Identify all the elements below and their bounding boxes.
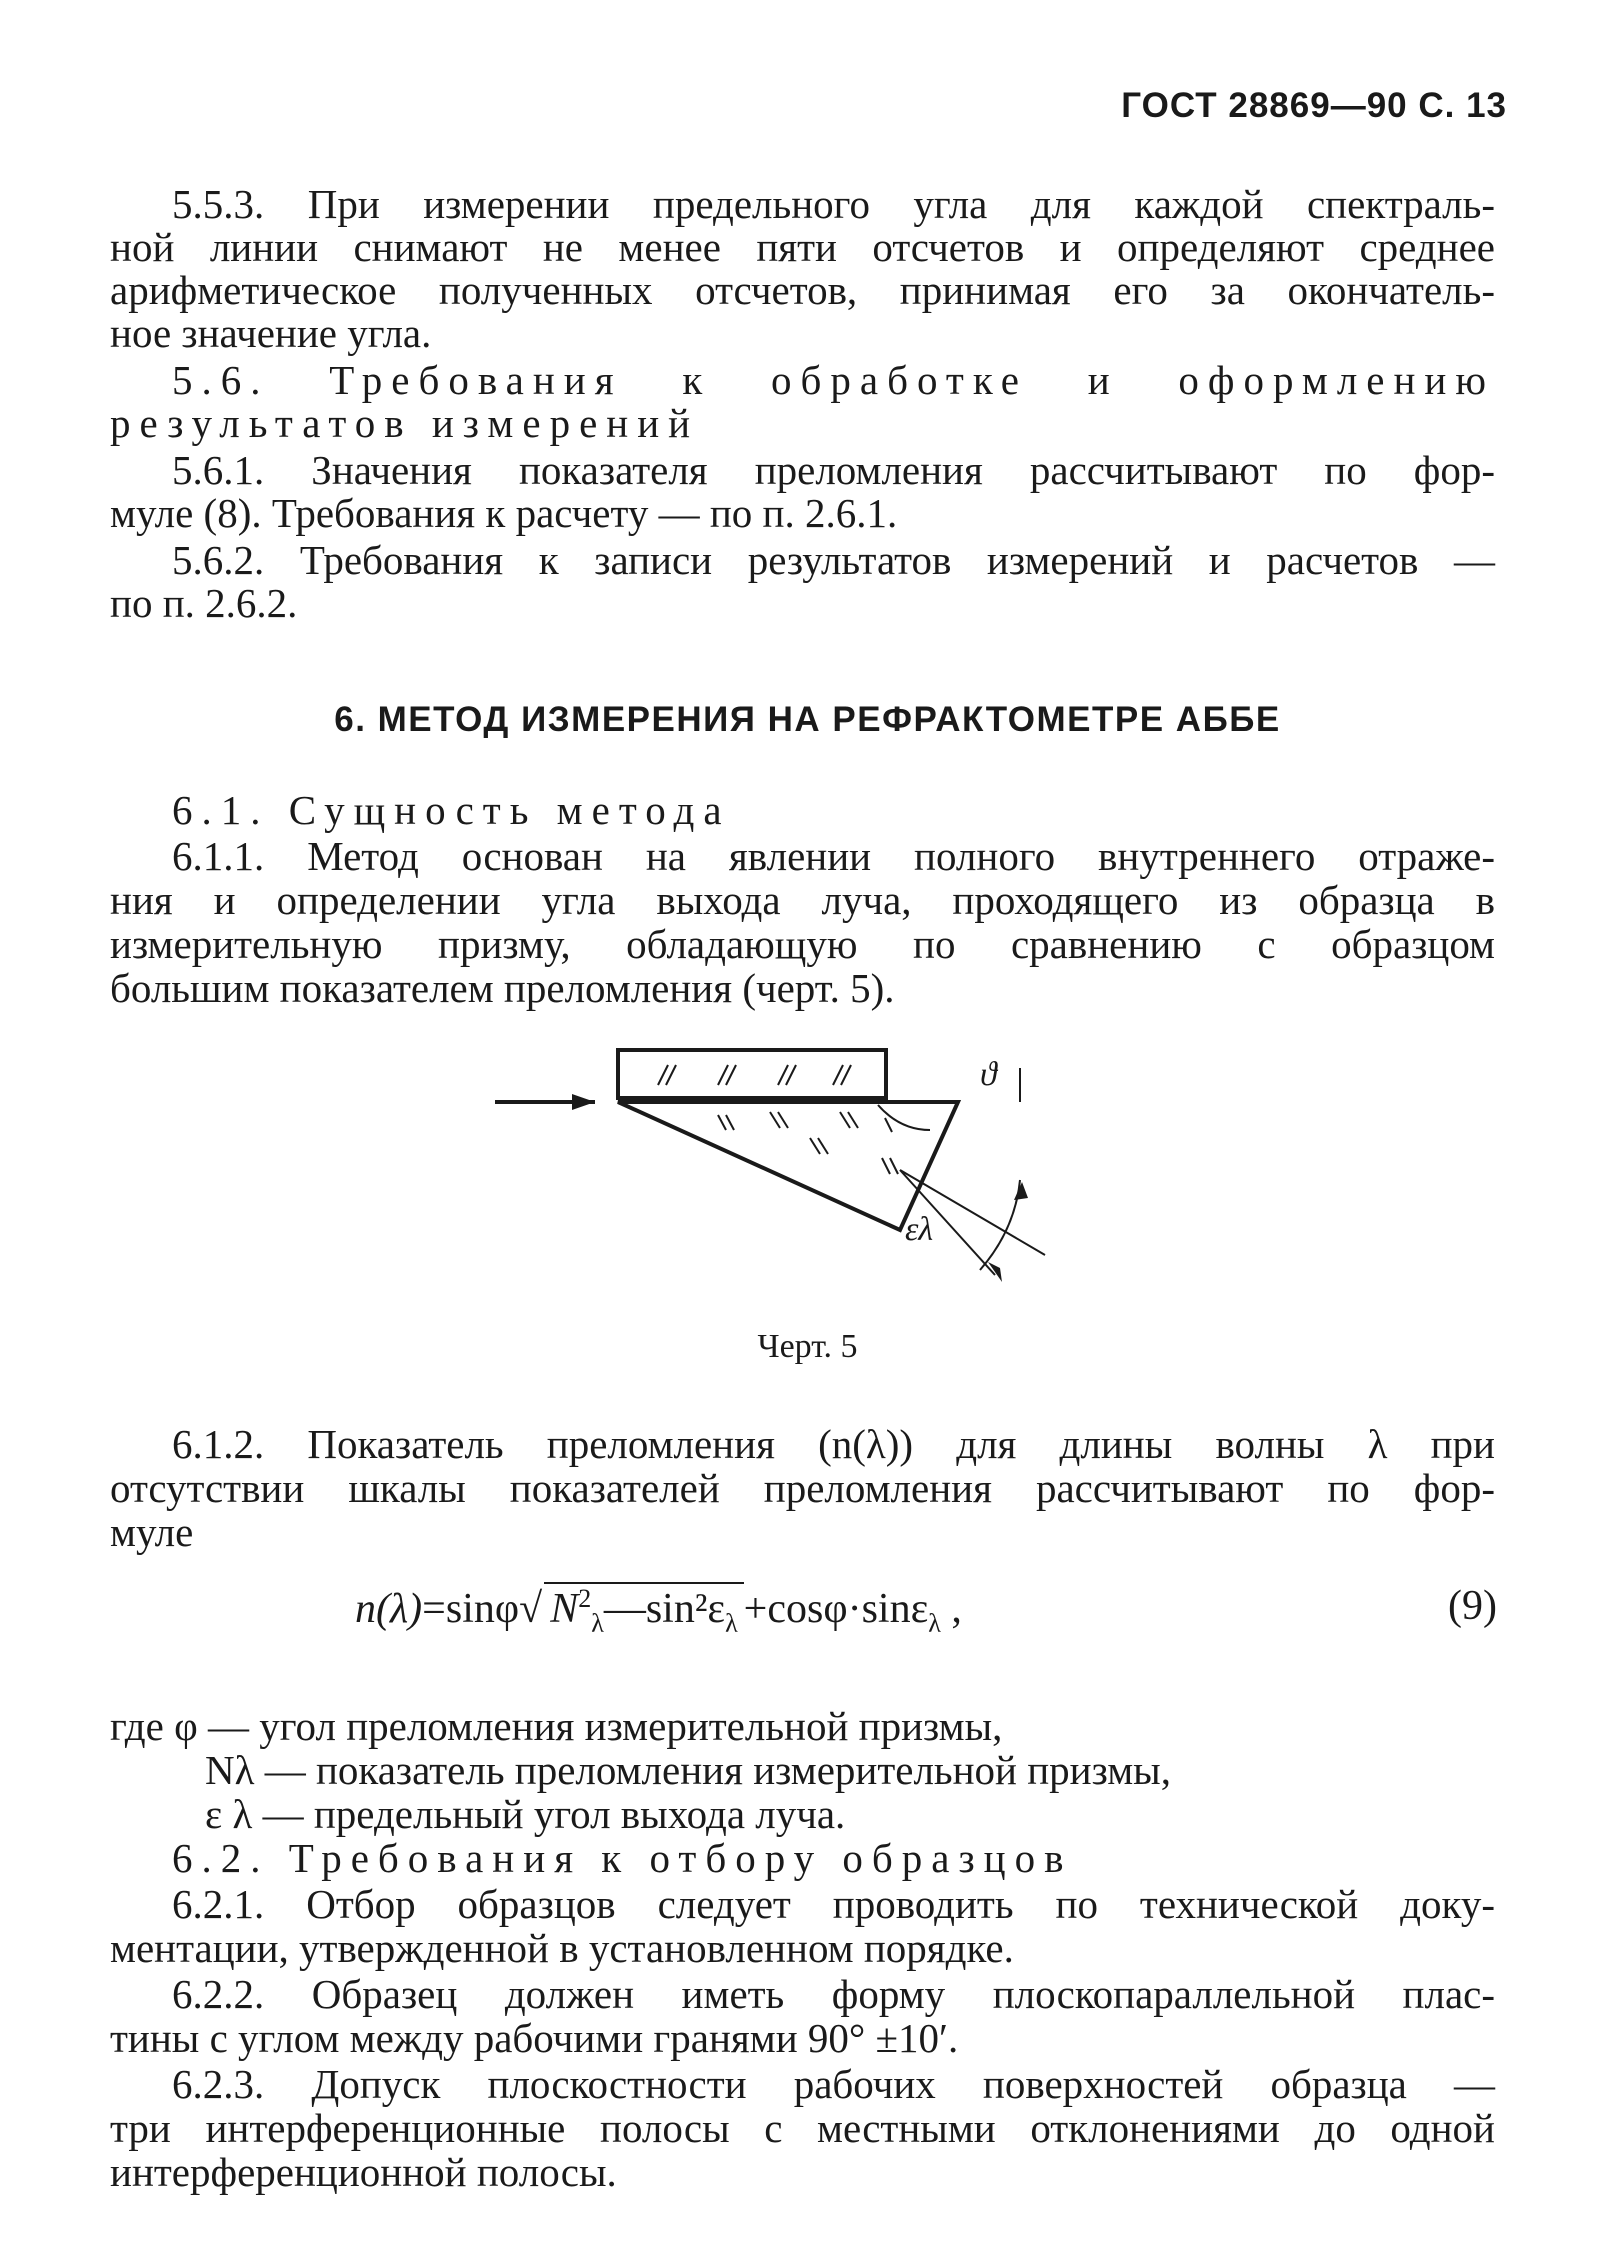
theta-label: ϑ [980, 1056, 997, 1093]
radicand-rest: —sin²ε [603, 1586, 726, 1632]
incoming-ray-arrowhead [572, 1094, 595, 1110]
radicand-N: N [550, 1586, 579, 1632]
paragraph-6-1-1-line: 6.1.1. Метод основан на явлении полного внутреннего отраже- [172, 833, 1495, 879]
where-line: Nλ — показатель преломления измерительной призмы, [205, 1747, 1171, 1793]
section-6-title: 6. МЕТОД ИЗМЕРЕНИЯ НА РЕФРАКТОМЕТРЕ АББЕ [334, 700, 1281, 739]
radicand-rest-sub: λ [725, 1608, 738, 1638]
formula-radicand [544, 1582, 743, 1638]
paragraph-5-5-3-line: 5.5.3. При измерении предельного угла для каждой спектраль- [172, 181, 1495, 227]
formula-9 [355, 1582, 962, 1638]
where-line: где φ — угол преломления измерительной призмы, [110, 1703, 1003, 1749]
paragraph-5-6-2-line: 5.6.2. Требования к записи результатов измерений и расчетов — [172, 537, 1495, 583]
figure-caption: Черт. 5 [757, 1328, 858, 1365]
paragraph-6-1-2-line: отсутствии шкалы показателей преломления рассчитывают по фор- [110, 1465, 1495, 1511]
paragraph-6-1-1-line: измерительную призму, обладающую по сравнению с образцом [110, 921, 1495, 967]
formula-eq: =sinφ [422, 1586, 520, 1632]
paragraph-6-1-2-line: 6.1.2. Показатель преломления (n(λ)) для длины волны λ при [172, 1421, 1495, 1467]
paragraph-6-2-2-line: тины с углом между рабочими гранями 90° ±10′. [110, 2015, 959, 2061]
paragraph-6-1-1-line: ния и определении угла выхода луча, проходящего из образца в [110, 877, 1495, 923]
plate-hatching [658, 1065, 851, 1085]
formula-comma: , [951, 1586, 962, 1632]
paragraph-5-5-3-line: арифметическое полученных отсчетов, принимая его за окончатель- [110, 267, 1495, 313]
paragraph-6-2-3-line: 6.2.3. Допуск плоскостности рабочих поверхностей образца — [172, 2061, 1495, 2107]
page-header: ГОСТ 28869—90 С. 13 [1121, 86, 1507, 125]
paragraph-6-2-2-line: 6.2.2. Образец должен иметь форму плоскопараллельной плас- [172, 1971, 1495, 2017]
paragraph-5-6-1-line: 5.6.1. Значения показателя преломления рассчитывают по фор- [172, 447, 1495, 493]
epsilon-label: ελ [905, 1211, 934, 1248]
prism-hatching [718, 1112, 898, 1174]
subsection-5-6-title: 5.6. Требования к обработке и оформлению [172, 357, 1495, 403]
paragraph-6-2-1-line: 6.2.1. Отбор образцов следует проводить по технической доку- [172, 1881, 1495, 1927]
paragraph-6-2-3-line: интерференционной полосы. [110, 2149, 617, 2195]
paragraph-6-2-3-line: три интерференционные полосы с местными отклонениями до одной [110, 2105, 1495, 2151]
formula-lhs: n(λ) [355, 1586, 423, 1632]
formula-tail-sub: λ [928, 1608, 941, 1638]
formula-tail: +cosφ·sinε [743, 1586, 929, 1632]
subsection-5-6-title: результатов измерений [110, 400, 700, 446]
subsection-6-2-title: 6.2. Требования к отбору образцов [172, 1835, 1073, 1881]
prism-diagram [490, 1030, 1070, 1310]
paragraph-6-2-1-line: ментации, утвержденной в установленном порядке. [110, 1925, 1014, 1971]
paragraph-6-1-2-line: муле [110, 1509, 194, 1555]
radicand-sup: 2 [578, 1584, 592, 1613]
limit-ray-arrowhead [988, 1262, 1002, 1282]
sqrt-sign: √ [519, 1586, 543, 1632]
angle-arc-arrowhead [1014, 1182, 1028, 1200]
angle-arc-top [878, 1105, 930, 1130]
subsection-6-1-title: 6.1. Сущность метода [172, 787, 731, 833]
paragraph-5-6-1-line: муле (8). Требования к расчету — по п. 2.6.1. [110, 490, 898, 536]
radicand-sub: λ [591, 1608, 604, 1638]
angle-arc-epsilon [980, 1180, 1020, 1270]
paragraph-5-5-3-line: ной линии снимают не менее пяти отсчетов и определяют среднее [110, 224, 1495, 270]
paragraph-5-6-2-line: по п. 2.6.2. [110, 580, 298, 626]
formula-number: (9) [1448, 1583, 1497, 1629]
paragraph-6-1-1-line: большим показателем преломления (черт. 5). [110, 965, 895, 1011]
where-line: ε λ — предельный угол выхода луча. [205, 1791, 846, 1837]
paragraph-5-5-3-line: ное значение угла. [110, 310, 432, 356]
